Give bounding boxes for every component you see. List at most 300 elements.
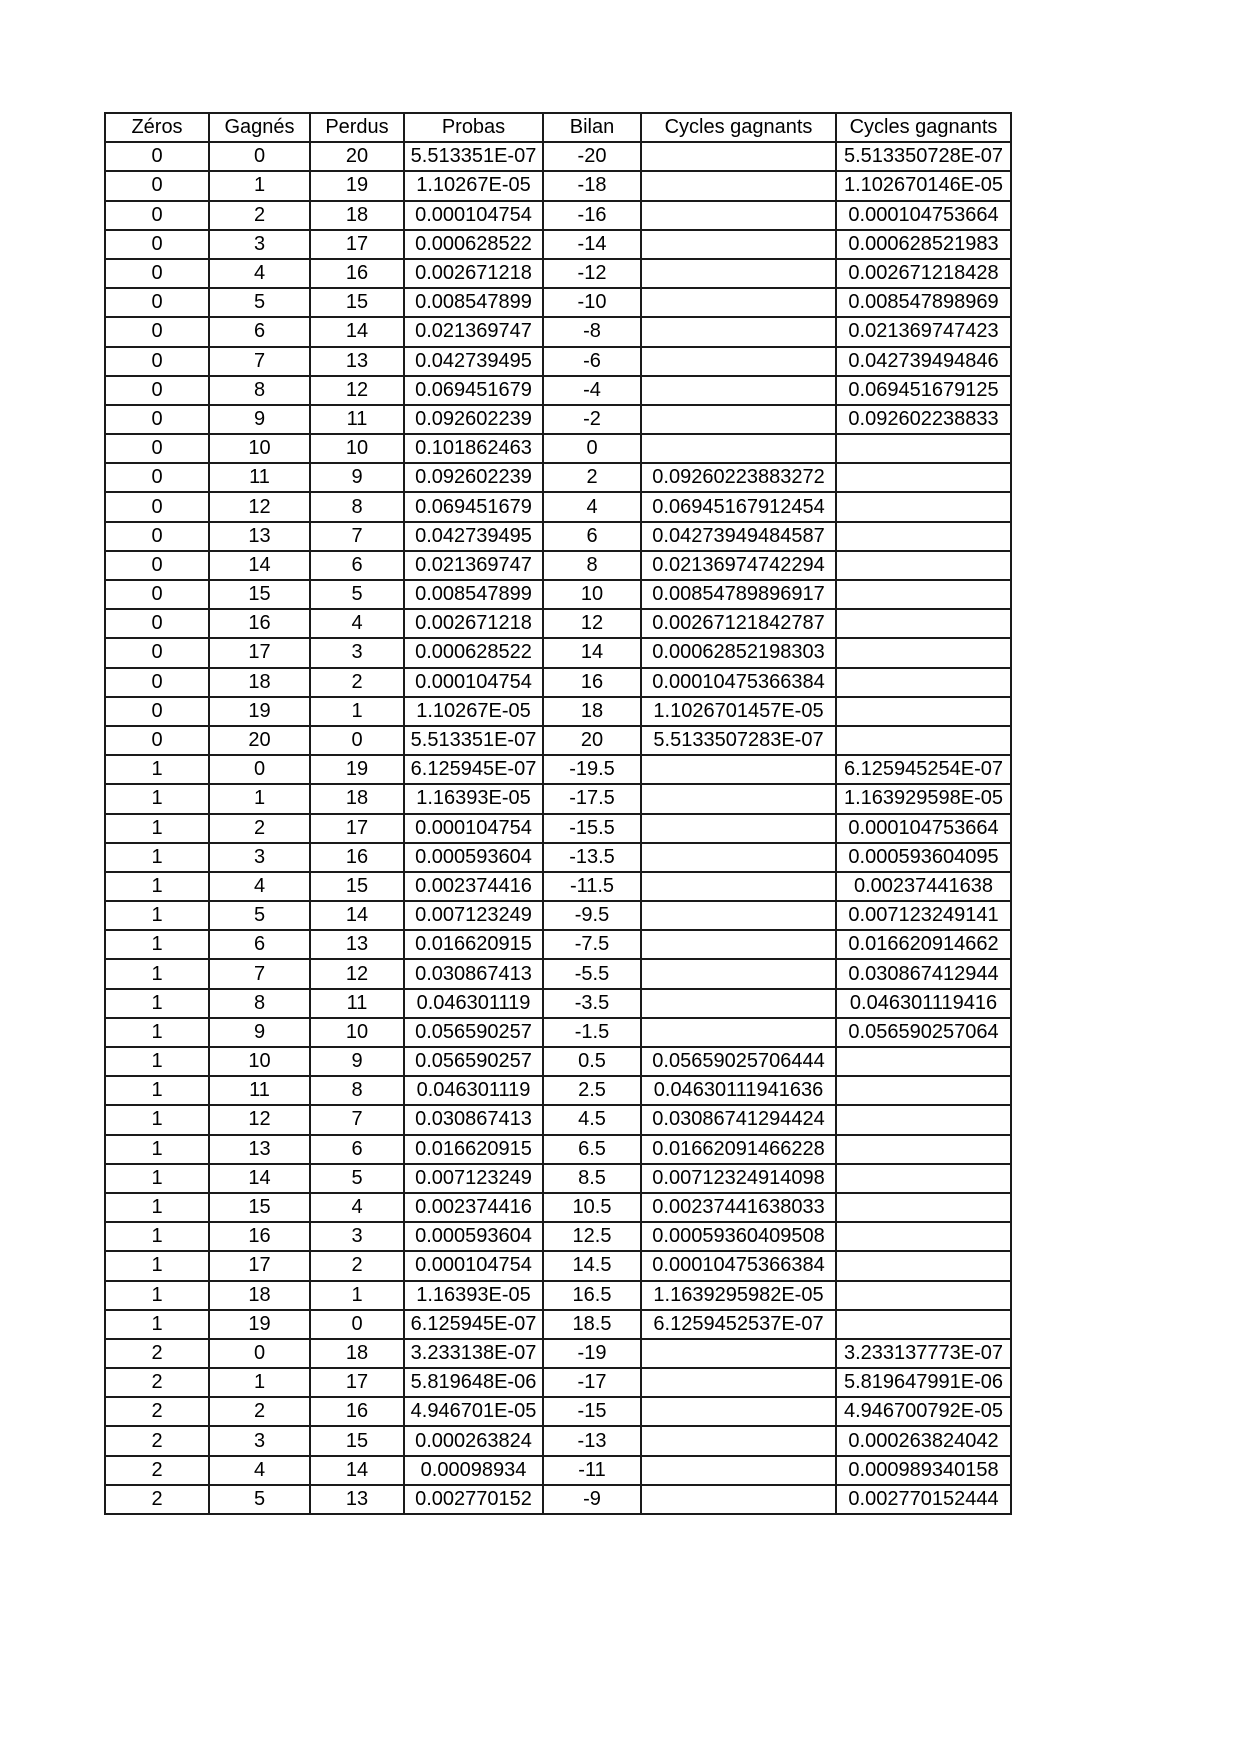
cell-probas: 5.513351E-07 (404, 142, 543, 171)
cell-probas: 0.000628522 (404, 230, 543, 259)
cell-gagnes: 8 (209, 376, 310, 405)
cell-cycles-gagnants-positive: 0.00010475366384 (641, 1251, 836, 1280)
cell-cycles-gagnants-positive: 5.5133507283E-07 (641, 726, 836, 755)
table-body (105, 142, 1011, 1514)
spreadsheet-table (104, 112, 1012, 1515)
cell-gagnes: 2 (209, 814, 310, 843)
table-row (105, 726, 1011, 755)
cell-zeros: 0 (105, 726, 209, 755)
cell-probas: 0.002671218 (404, 609, 543, 638)
cell-zeros: 1 (105, 1310, 209, 1339)
table-row (105, 901, 1011, 930)
cell-probas: 1.10267E-05 (404, 171, 543, 200)
cell-bilan: -5.5 (543, 959, 641, 988)
cell-gagnes: 3 (209, 1426, 310, 1455)
cell-bilan: 0 (543, 434, 641, 463)
cell-bilan: 20 (543, 726, 641, 755)
cell-cycles-gagnants-positive (641, 405, 836, 434)
cell-cycles-gagnants-positive (641, 1485, 836, 1514)
cell-bilan: 12.5 (543, 1222, 641, 1251)
cell-perdus: 14 (310, 317, 404, 346)
cell-perdus: 0 (310, 726, 404, 755)
cell-bilan: -6 (543, 347, 641, 376)
cell-perdus: 19 (310, 755, 404, 784)
cell-gagnes: 5 (209, 1485, 310, 1514)
cell-cycles-gagnants-positive (641, 376, 836, 405)
cell-gagnes: 0 (209, 755, 310, 784)
cell-perdus: 0 (310, 1310, 404, 1339)
cell-cycles-gagnants-positive (641, 142, 836, 171)
table-row (105, 405, 1011, 434)
cell-bilan: -11.5 (543, 872, 641, 901)
cell-cycles-gagnants-positive: 0.04273949484587 (641, 522, 836, 551)
header-cycles-gagnants-positive: Cycles gagnants (641, 113, 836, 142)
cell-bilan: 10 (543, 580, 641, 609)
cell-perdus: 19 (310, 171, 404, 200)
header-cycles-gagnants-negative: Cycles gagnants (836, 113, 1011, 142)
cell-perdus: 15 (310, 1426, 404, 1455)
cell-gagnes: 3 (209, 230, 310, 259)
cell-perdus: 5 (310, 1164, 404, 1193)
cell-zeros: 1 (105, 959, 209, 988)
cell-bilan: -13.5 (543, 843, 641, 872)
cell-cycles-gagnants-positive (641, 930, 836, 959)
cell-probas: 1.16393E-05 (404, 1281, 543, 1310)
cell-perdus: 12 (310, 959, 404, 988)
cell-zeros: 0 (105, 347, 209, 376)
cell-bilan: -19 (543, 1339, 641, 1368)
table-row (105, 1368, 1011, 1397)
cell-probas: 0.021369747 (404, 317, 543, 346)
cell-gagnes: 4 (209, 259, 310, 288)
table-row (105, 638, 1011, 667)
cell-cycles-gagnants-negative: 0.002671218428 (836, 259, 1011, 288)
cell-gagnes: 14 (209, 1164, 310, 1193)
table-row (105, 843, 1011, 872)
cell-gagnes: 4 (209, 1456, 310, 1485)
cell-bilan: 6 (543, 522, 641, 551)
cell-cycles-gagnants-positive: 0.00267121842787 (641, 609, 836, 638)
cell-cycles-gagnants-positive: 0.00712324914098 (641, 1164, 836, 1193)
cell-probas: 0.046301119 (404, 1076, 543, 1105)
cell-zeros: 1 (105, 1135, 209, 1164)
table-row (105, 1222, 1011, 1251)
cell-probas: 4.946701E-05 (404, 1397, 543, 1426)
cell-cycles-gagnants-negative (836, 668, 1011, 697)
cell-gagnes: 6 (209, 317, 310, 346)
cell-gagnes: 13 (209, 522, 310, 551)
cell-zeros: 1 (105, 755, 209, 784)
cell-cycles-gagnants-negative: 0.030867412944 (836, 959, 1011, 988)
table-row (105, 551, 1011, 580)
cell-cycles-gagnants-positive (641, 989, 836, 1018)
cell-bilan: 2.5 (543, 1076, 641, 1105)
table-row (105, 814, 1011, 843)
cell-gagnes: 5 (209, 901, 310, 930)
cell-cycles-gagnants-negative: 0.046301119416 (836, 989, 1011, 1018)
cell-zeros: 2 (105, 1339, 209, 1368)
cell-cycles-gagnants-positive (641, 1339, 836, 1368)
cell-probas: 3.233138E-07 (404, 1339, 543, 1368)
cell-zeros: 1 (105, 930, 209, 959)
cell-bilan: -17.5 (543, 784, 641, 813)
table-row (105, 1135, 1011, 1164)
cell-zeros: 0 (105, 697, 209, 726)
table-row (105, 171, 1011, 200)
cell-perdus: 15 (310, 288, 404, 317)
cell-probas: 5.819648E-06 (404, 1368, 543, 1397)
table-row (105, 522, 1011, 551)
cell-perdus: 16 (310, 259, 404, 288)
cell-gagnes: 16 (209, 609, 310, 638)
cell-gagnes: 1 (209, 1368, 310, 1397)
cell-gagnes: 11 (209, 463, 310, 492)
table-row (105, 1310, 1011, 1339)
cell-bilan: -7.5 (543, 930, 641, 959)
cell-perdus: 2 (310, 668, 404, 697)
cell-zeros: 0 (105, 463, 209, 492)
cell-cycles-gagnants-negative: 0.000263824042 (836, 1426, 1011, 1455)
cell-probas: 0.030867413 (404, 1105, 543, 1134)
cell-bilan: -1.5 (543, 1018, 641, 1047)
cell-cycles-gagnants-negative: 0.042739494846 (836, 347, 1011, 376)
cell-gagnes: 3 (209, 843, 310, 872)
cell-probas: 0.046301119 (404, 989, 543, 1018)
cell-gagnes: 15 (209, 580, 310, 609)
cell-bilan: -12 (543, 259, 641, 288)
cell-cycles-gagnants-negative (836, 697, 1011, 726)
cell-perdus: 4 (310, 609, 404, 638)
table-row (105, 755, 1011, 784)
cell-bilan: 18.5 (543, 1310, 641, 1339)
cell-probas: 0.092602239 (404, 463, 543, 492)
table-row (105, 784, 1011, 813)
cell-cycles-gagnants-negative: 4.946700792E-05 (836, 1397, 1011, 1426)
cell-bilan: 4 (543, 492, 641, 521)
table-row (105, 697, 1011, 726)
cell-perdus: 17 (310, 814, 404, 843)
cell-perdus: 4 (310, 1193, 404, 1222)
cell-cycles-gagnants-negative (836, 609, 1011, 638)
cell-cycles-gagnants-negative: 5.513350728E-07 (836, 142, 1011, 171)
cell-probas: 0.021369747 (404, 551, 543, 580)
cell-probas: 0.002770152 (404, 1485, 543, 1514)
cell-cycles-gagnants-negative: 0.000104753664 (836, 201, 1011, 230)
cell-gagnes: 19 (209, 1310, 310, 1339)
cell-probas: 0.007123249 (404, 1164, 543, 1193)
cell-cycles-gagnants-negative (836, 580, 1011, 609)
cell-zeros: 2 (105, 1397, 209, 1426)
cell-probas: 0.002374416 (404, 872, 543, 901)
cell-gagnes: 16 (209, 1222, 310, 1251)
cell-perdus: 11 (310, 989, 404, 1018)
cell-cycles-gagnants-positive (641, 959, 836, 988)
cell-cycles-gagnants-negative (836, 1105, 1011, 1134)
cell-gagnes: 15 (209, 1193, 310, 1222)
cell-bilan: -9 (543, 1485, 641, 1514)
cell-perdus: 5 (310, 580, 404, 609)
cell-gagnes: 17 (209, 1251, 310, 1280)
cell-cycles-gagnants-negative: 0.056590257064 (836, 1018, 1011, 1047)
cell-cycles-gagnants-negative (836, 1164, 1011, 1193)
cell-cycles-gagnants-negative (836, 1281, 1011, 1310)
cell-probas: 0.008547899 (404, 580, 543, 609)
cell-perdus: 17 (310, 230, 404, 259)
cell-gagnes: 8 (209, 989, 310, 1018)
cell-probas: 0.030867413 (404, 959, 543, 988)
cell-gagnes: 18 (209, 1281, 310, 1310)
cell-probas: 0.000593604 (404, 843, 543, 872)
cell-perdus: 11 (310, 405, 404, 434)
cell-probas: 1.16393E-05 (404, 784, 543, 813)
cell-bilan: -13 (543, 1426, 641, 1455)
table-row (105, 347, 1011, 376)
cell-zeros: 0 (105, 492, 209, 521)
cell-gagnes: 2 (209, 201, 310, 230)
cell-gagnes: 10 (209, 434, 310, 463)
cell-zeros: 0 (105, 230, 209, 259)
cell-zeros: 1 (105, 1105, 209, 1134)
cell-probas: 0.016620915 (404, 1135, 543, 1164)
cell-cycles-gagnants-positive: 1.1639295982E-05 (641, 1281, 836, 1310)
table-row (105, 230, 1011, 259)
cell-cycles-gagnants-negative: 0.092602238833 (836, 405, 1011, 434)
cell-cycles-gagnants-negative (836, 726, 1011, 755)
cell-bilan: 8.5 (543, 1164, 641, 1193)
cell-bilan: 0.5 (543, 1047, 641, 1076)
cell-cycles-gagnants-positive: 6.1259452537E-07 (641, 1310, 836, 1339)
cell-zeros: 1 (105, 1164, 209, 1193)
cell-cycles-gagnants-positive: 0.02136974742294 (641, 551, 836, 580)
cell-perdus: 20 (310, 142, 404, 171)
cell-cycles-gagnants-positive (641, 1018, 836, 1047)
table-row (105, 1339, 1011, 1368)
cell-cycles-gagnants-positive: 0.09260223883272 (641, 463, 836, 492)
cell-cycles-gagnants-negative (836, 551, 1011, 580)
cell-zeros: 0 (105, 609, 209, 638)
cell-zeros: 2 (105, 1485, 209, 1514)
cell-perdus: 18 (310, 784, 404, 813)
cell-cycles-gagnants-positive: 0.00062852198303 (641, 638, 836, 667)
cell-zeros: 2 (105, 1456, 209, 1485)
cell-perdus: 9 (310, 1047, 404, 1076)
cell-cycles-gagnants-negative: 0.000593604095 (836, 843, 1011, 872)
cell-cycles-gagnants-negative: 0.000628521983 (836, 230, 1011, 259)
cell-gagnes: 9 (209, 405, 310, 434)
cell-cycles-gagnants-negative: 0.002770152444 (836, 1485, 1011, 1514)
cell-probas: 6.125945E-07 (404, 755, 543, 784)
cell-perdus: 10 (310, 1018, 404, 1047)
table-row (105, 930, 1011, 959)
cell-perdus: 2 (310, 1251, 404, 1280)
cell-zeros: 1 (105, 1193, 209, 1222)
cell-bilan: -18 (543, 171, 641, 200)
cell-perdus: 13 (310, 347, 404, 376)
cell-probas: 0.042739495 (404, 522, 543, 551)
cell-gagnes: 10 (209, 1047, 310, 1076)
cell-perdus: 14 (310, 1456, 404, 1485)
cell-perdus: 7 (310, 1105, 404, 1134)
cell-gagnes: 11 (209, 1076, 310, 1105)
cell-cycles-gagnants-negative: 1.163929598E-05 (836, 784, 1011, 813)
cell-perdus: 10 (310, 434, 404, 463)
cell-probas: 0.008547899 (404, 288, 543, 317)
table-row (105, 580, 1011, 609)
cell-cycles-gagnants-positive: 0.05659025706444 (641, 1047, 836, 1076)
cell-probas: 6.125945E-07 (404, 1310, 543, 1339)
table-row (105, 434, 1011, 463)
cell-perdus: 8 (310, 1076, 404, 1105)
cell-probas: 0.000104754 (404, 1251, 543, 1280)
cell-zeros: 0 (105, 259, 209, 288)
cell-perdus: 13 (310, 930, 404, 959)
cell-cycles-gagnants-positive: 0.06945167912454 (641, 492, 836, 521)
cell-probas: 0.056590257 (404, 1047, 543, 1076)
cell-zeros: 0 (105, 405, 209, 434)
cell-cycles-gagnants-positive: 0.00854789896917 (641, 580, 836, 609)
cell-bilan: -15 (543, 1397, 641, 1426)
cell-cycles-gagnants-negative (836, 1193, 1011, 1222)
cell-gagnes: 7 (209, 959, 310, 988)
cell-gagnes: 0 (209, 142, 310, 171)
cell-cycles-gagnants-positive (641, 784, 836, 813)
cell-cycles-gagnants-positive (641, 434, 836, 463)
cell-bilan: -15.5 (543, 814, 641, 843)
cell-cycles-gagnants-negative: 0.069451679125 (836, 376, 1011, 405)
cell-cycles-gagnants-positive (641, 901, 836, 930)
cell-bilan: 16.5 (543, 1281, 641, 1310)
cell-bilan: -8 (543, 317, 641, 346)
cell-zeros: 0 (105, 288, 209, 317)
cell-cycles-gagnants-positive: 0.00059360409508 (641, 1222, 836, 1251)
cell-bilan: -3.5 (543, 989, 641, 1018)
header-perdus: Perdus (310, 113, 404, 142)
cell-cycles-gagnants-positive (641, 259, 836, 288)
cell-cycles-gagnants-negative: 5.819647991E-06 (836, 1368, 1011, 1397)
cell-bilan: 2 (543, 463, 641, 492)
cell-gagnes: 4 (209, 872, 310, 901)
cell-gagnes: 20 (209, 726, 310, 755)
cell-cycles-gagnants-negative (836, 1076, 1011, 1105)
cell-perdus: 9 (310, 463, 404, 492)
cell-probas: 1.10267E-05 (404, 697, 543, 726)
cell-cycles-gagnants-positive (641, 317, 836, 346)
cell-cycles-gagnants-positive: 0.00237441638033 (641, 1193, 836, 1222)
cell-perdus: 6 (310, 551, 404, 580)
table-row (105, 872, 1011, 901)
cell-probas: 0.002374416 (404, 1193, 543, 1222)
cell-probas: 0.101862463 (404, 434, 543, 463)
cell-cycles-gagnants-negative (836, 1251, 1011, 1280)
cell-zeros: 1 (105, 784, 209, 813)
cell-zeros: 0 (105, 522, 209, 551)
cell-probas: 0.002671218 (404, 259, 543, 288)
cell-gagnes: 1 (209, 171, 310, 200)
cell-probas: 0.000263824 (404, 1426, 543, 1455)
table-row (105, 1397, 1011, 1426)
cell-cycles-gagnants-negative: 0.007123249141 (836, 901, 1011, 930)
table-row (105, 1076, 1011, 1105)
cell-perdus: 7 (310, 522, 404, 551)
cell-cycles-gagnants-positive (641, 171, 836, 200)
cell-zeros: 0 (105, 434, 209, 463)
cell-zeros: 1 (105, 843, 209, 872)
cell-bilan: -9.5 (543, 901, 641, 930)
cell-zeros: 0 (105, 668, 209, 697)
cell-bilan: -11 (543, 1456, 641, 1485)
cell-perdus: 13 (310, 1485, 404, 1514)
cell-probas: 0.000104754 (404, 668, 543, 697)
cell-cycles-gagnants-negative: 0.00237441638 (836, 872, 1011, 901)
cell-cycles-gagnants-negative: 0.016620914662 (836, 930, 1011, 959)
cell-perdus: 16 (310, 1397, 404, 1426)
cell-probas: 0.069451679 (404, 376, 543, 405)
cell-zeros: 1 (105, 1251, 209, 1280)
cell-zeros: 0 (105, 376, 209, 405)
cell-bilan: -16 (543, 201, 641, 230)
cell-cycles-gagnants-negative: 6.125945254E-07 (836, 755, 1011, 784)
cell-probas: 0.00098934 (404, 1456, 543, 1485)
cell-perdus: 3 (310, 638, 404, 667)
cell-bilan: -20 (543, 142, 641, 171)
cell-zeros: 1 (105, 1222, 209, 1251)
cell-perdus: 1 (310, 1281, 404, 1310)
cell-perdus: 18 (310, 1339, 404, 1368)
cell-zeros: 1 (105, 814, 209, 843)
cell-bilan: 14 (543, 638, 641, 667)
cell-cycles-gagnants-negative: 3.233137773E-07 (836, 1339, 1011, 1368)
cell-cycles-gagnants-negative: 0.000989340158 (836, 1456, 1011, 1485)
header-row (105, 113, 1011, 142)
cell-gagnes: 14 (209, 551, 310, 580)
cell-zeros: 1 (105, 901, 209, 930)
table-row (105, 288, 1011, 317)
table-row (105, 668, 1011, 697)
cell-probas: 0.000593604 (404, 1222, 543, 1251)
cell-cycles-gagnants-positive (641, 230, 836, 259)
cell-zeros: 0 (105, 142, 209, 171)
table-row (105, 1105, 1011, 1134)
cell-cycles-gagnants-negative (836, 522, 1011, 551)
cell-cycles-gagnants-positive (641, 1397, 836, 1426)
cell-bilan: 8 (543, 551, 641, 580)
cell-perdus: 15 (310, 872, 404, 901)
cell-cycles-gagnants-negative: 0.000104753664 (836, 814, 1011, 843)
cell-gagnes: 2 (209, 1397, 310, 1426)
table-row (105, 1164, 1011, 1193)
cell-bilan: 14.5 (543, 1251, 641, 1280)
table-row (105, 609, 1011, 638)
cell-zeros: 2 (105, 1426, 209, 1455)
cell-bilan: -14 (543, 230, 641, 259)
cell-bilan: 12 (543, 609, 641, 638)
cell-cycles-gagnants-negative (836, 638, 1011, 667)
cell-cycles-gagnants-positive (641, 843, 836, 872)
cell-zeros: 1 (105, 1047, 209, 1076)
cell-cycles-gagnants-negative (836, 1047, 1011, 1076)
cell-cycles-gagnants-negative (836, 492, 1011, 521)
table-row (105, 1193, 1011, 1222)
cell-probas: 0.000104754 (404, 201, 543, 230)
cell-gagnes: 9 (209, 1018, 310, 1047)
table-row (105, 492, 1011, 521)
cell-cycles-gagnants-positive: 0.00010475366384 (641, 668, 836, 697)
cell-gagnes: 6 (209, 930, 310, 959)
cell-probas: 5.513351E-07 (404, 726, 543, 755)
header-bilan: Bilan (543, 113, 641, 142)
cell-probas: 0.069451679 (404, 492, 543, 521)
cell-cycles-gagnants-negative (836, 463, 1011, 492)
